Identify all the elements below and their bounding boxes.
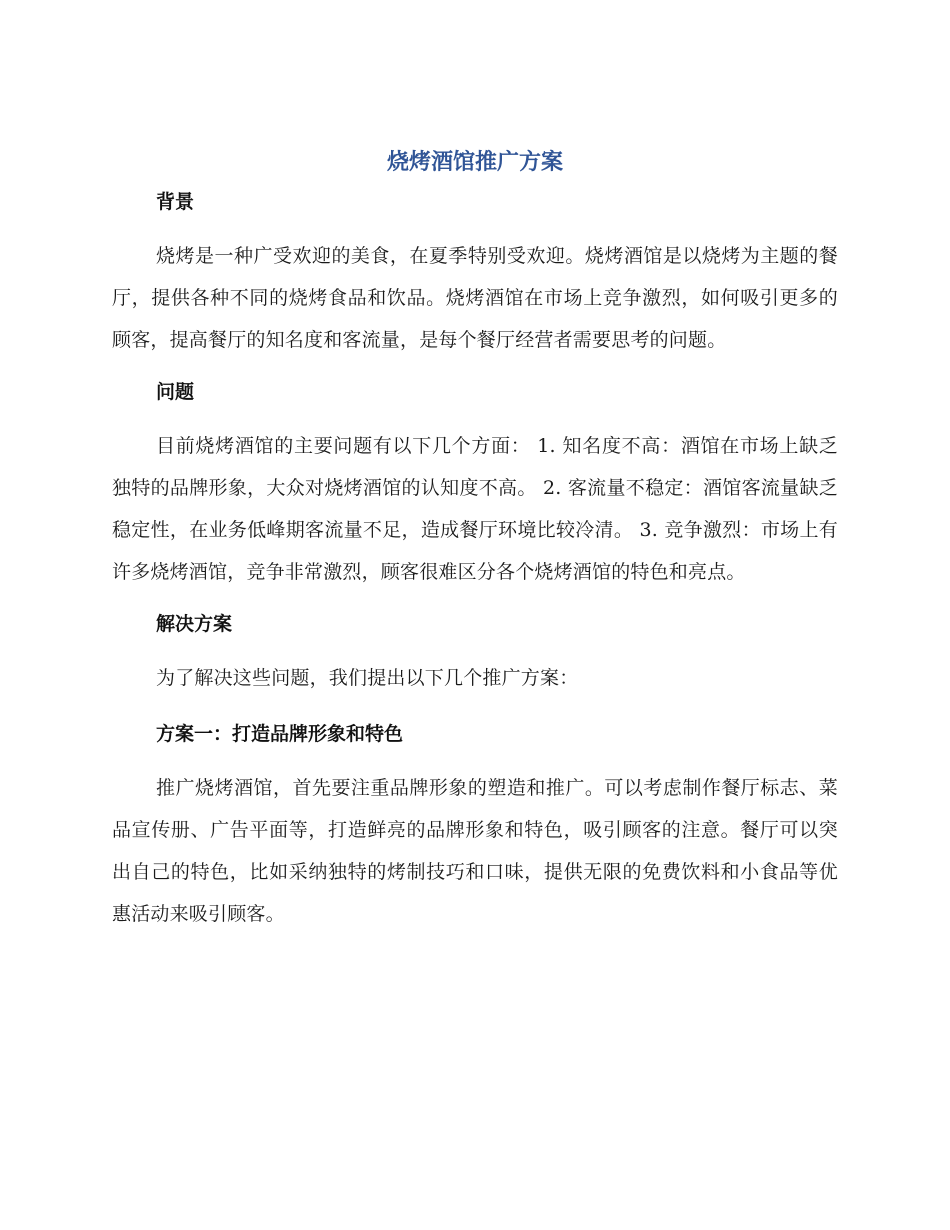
section-heading-problem: 问题 <box>156 381 195 403</box>
section-heading-background: 背景 <box>156 191 195 213</box>
solution-intro-paragraph: 为了解决这些问题，我们提出以下几个推广方案： <box>156 667 579 689</box>
document-title: 烧烤酒馆推广方案 <box>386 150 563 175</box>
section-heading-solution: 解决方案 <box>156 613 233 635</box>
section-heading-plan-one: 方案一：打造品牌形象和特色 <box>156 723 404 745</box>
plan-one-paragraph: 推广烧烤酒馆，首先要注重品牌形象的塑造和推广。可以考虑制作餐厅标志、菜品宣传册、广告平面等，打造鲜亮的品牌形象和特色，吸引顾客的注意。餐厅可以突出自己的特色，比如采纳独特的烤制技巧和口味，提供无限的免费饮料和小食品等优惠活动来吸引顾客。 <box>112 777 838 925</box>
document-body <box>112 145 838 951</box>
problem-paragraph: 目前烧烤酒馆的主要问题有以下几个方面： 1. 知名度不高：酒馆在市场上缺乏独特的品牌形象，大众对烧烤酒馆的认知度不高。 2. 客流量不稳定：酒馆客流量缺乏稳定性，在业务低峰期客流量不足，造成餐厅环境比较冷清。 3. 竞争激烈：市场上有许多烧烤酒馆，竞争非常激烈，顾客很难区分各个烧烤酒馆的特色和亮点。 <box>112 435 838 583</box>
background-paragraph: 烧烤是一种广受欢迎的美食，在夏季特别受欢迎。烧烤酒馆是以烧烤为主题的餐厅，提供各种不同的烧烤食品和饮品。烧烤酒馆在市场上竞争激烈，如何吸引更多的顾客，提高餐厅的知名度和客流量，是每个餐厅经营者需要思考的问题。 <box>112 245 838 351</box>
